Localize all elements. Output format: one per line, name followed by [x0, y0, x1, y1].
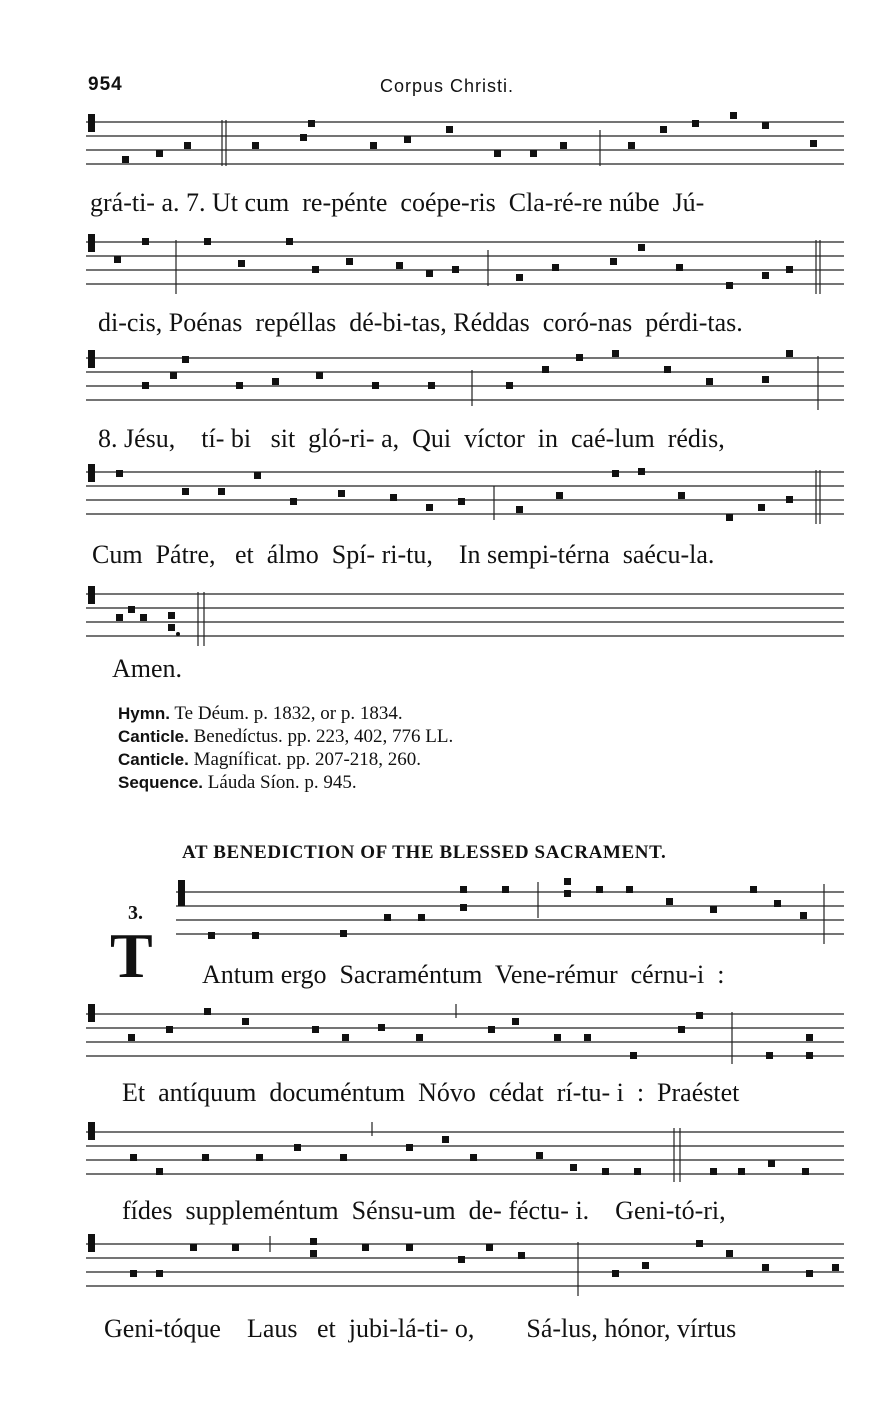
reference-text: Láuda Síon. p. 945. [207, 772, 357, 793]
reference-label: Canticle. [118, 727, 189, 746]
chant-staff-1 [86, 112, 846, 174]
chant-staff-2 [86, 234, 846, 296]
reference-item [118, 771, 453, 794]
reference-label: Canticle. [118, 750, 189, 769]
chant-staff-8 [86, 1122, 846, 1184]
lyric-line-4: Cum Pátre, et álmo Spí- ri-tu, In sempi-térna saécu-la. [92, 540, 715, 569]
section-title: AT BENEDICTION OF THE BLESSED SACRAMENT. [182, 842, 667, 863]
chant-staff-6 [176, 878, 846, 948]
initial-letter: T [110, 920, 153, 991]
chant-staff-3 [86, 350, 846, 412]
references-list [118, 702, 453, 794]
reference-item [118, 702, 453, 725]
reference-text: Te Déum. p. 1832, or p. 1834. [174, 703, 403, 724]
chant-staff-7 [86, 1004, 846, 1066]
lyric-line-2: di-cis, Poénas repéllas dé-bi-tas, Réddas coró-nas pérdi-tas. [98, 308, 743, 337]
lyric-line-8: fídes suppleméntum Sénsu-um de- féctu- i. Geni-tó-ri, [122, 1196, 726, 1225]
lyric-line-6: Antum ergo Sacraméntum Vene-rémur cérnu-i : [202, 960, 725, 989]
chant-staff-5 [86, 586, 846, 648]
reference-label: Hymn. [118, 704, 170, 723]
reference-text: Magníficat. pp. 207-218, 260. [193, 749, 422, 770]
chant-staff-9 [86, 1234, 846, 1296]
running-title: Corpus Christi. [380, 76, 515, 96]
lyric-line-1: grá-ti- a. 7. Ut cum re-pénte coépe-ris Cla-ré-re núbe Jú- [90, 188, 705, 217]
lyric-line-5: Amen. [112, 654, 183, 683]
lyric-line-9: Geni-tóque Laus et jubi-lá-ti- o, Sá-lus, hónor, vírtus [104, 1314, 737, 1343]
reference-text: Benedíctus. pp. 223, 402, 776 LL. [193, 726, 454, 747]
hymn-number: 3. [128, 902, 143, 924]
lyric-line-3: 8. Jésu, tí- bi sit gló-ri- a, Qui víctor in caé-lum rédis, [98, 424, 725, 453]
page-number: 954 [88, 74, 123, 95]
lyric-line-7: Et antíquum documéntum Nóvo cédat rí-tu- i : Praéstet [122, 1078, 740, 1107]
reference-label: Sequence. [118, 773, 204, 792]
reference-item [118, 725, 453, 748]
reference-item [118, 748, 453, 771]
chant-staff-4 [86, 464, 846, 526]
